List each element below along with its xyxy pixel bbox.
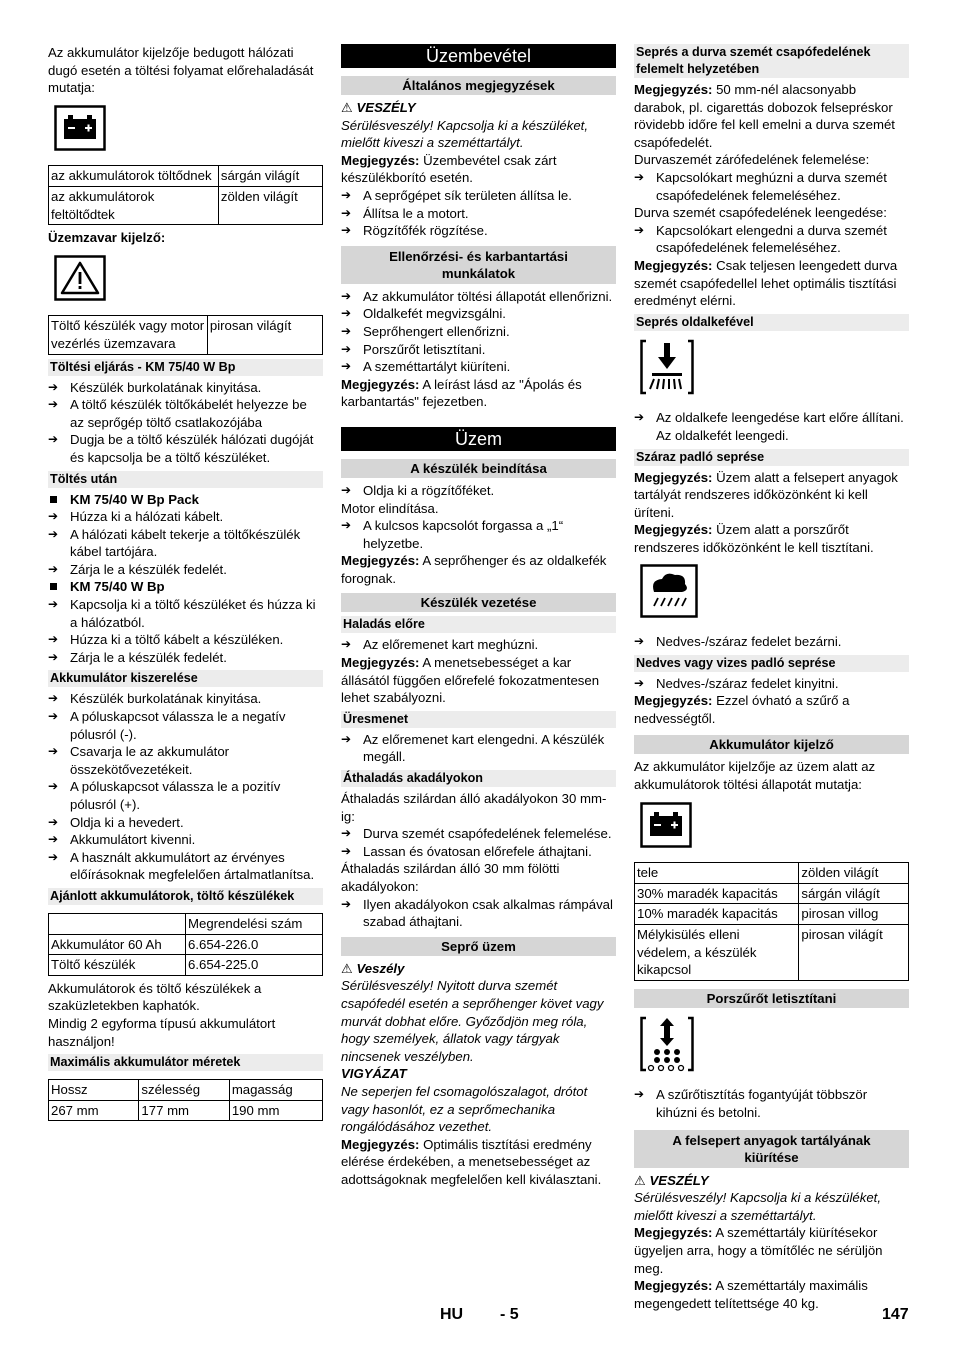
operation-section-title: Üzem [341, 427, 616, 451]
list-item: ➔ Készülék burkolatának kinyitása. [48, 379, 323, 397]
obstacles-heading: Áthaladás akadályokon [341, 770, 616, 787]
footer-local-page: - 5 [500, 1306, 519, 1323]
note: Megjegyzés: Üzem alatt a porszűrőt rendszeres időközönként le kell tisztítani. [634, 522, 874, 555]
table-row: 30% maradék kapacitás sárgán világít [635, 883, 909, 904]
charge-table [48, 165, 323, 225]
max-dimensions-table [48, 1079, 323, 1121]
caution-text: Ne seperjen fel csomagolószalagot, drótot vagy hasonlót, ez a seprőmechanika rongálódásához vezethet. [341, 1083, 588, 1135]
list-item: ➔ Kapcsolókart elengedni a durva szemét csapófedelének felemeléséhez. [634, 222, 909, 257]
model-label: KM 75/40 W Bp [48, 578, 323, 596]
forward-heading: Haladás előre [341, 616, 616, 633]
list-item: ➔ A kulcsos kapcsolót forgassa a „1“ helyzetbe. [341, 517, 616, 552]
startup-section-title: Üzembevétel [341, 44, 616, 68]
danger-text: Sérülésveszély! Kapcsolja ki a készüléket, mielőtt kiveszi a szeméttartályt. [341, 117, 589, 151]
note: Megjegyzés: A szeméttartály kiürítésekor ügyeljen arra, hogy a tömítőléc ne sérüljön meg. [634, 1225, 883, 1276]
list-item: ➔ A szűrőtisztítás fogantyúját többször kihúzni és betolni. [634, 1086, 909, 1121]
fault-label: Üzemzavar kijelző: [48, 230, 166, 246]
check-maintenance-heading: Ellenőrzési- és karbantartási munkálatok [341, 246, 616, 284]
list-item: ➔ A póluskapcsot válassza le a negatív pólusról (-). [48, 708, 323, 743]
list-item: ➔ Ilyen akadályokon csak alkalmas rámpával szabad áthajtani. [341, 896, 616, 931]
list-item: ➔ A szeméttartályt kiüríteni. [341, 358, 616, 376]
recommended-table [48, 913, 323, 976]
table-row: tele zölden világít [635, 863, 909, 884]
list-item: ➔ Lassan és óvatosan előrefele áthajtani. [341, 843, 616, 861]
list-item: ➔ Oldalkefét megvizsgálni. [341, 305, 616, 323]
note: Megjegyzés: Optimális tisztítási eredmény elérése érdekében, a menetsebességet az adottságoknak megfelelően kell kiválasztani. [341, 1136, 602, 1187]
list-item: ➔ Nedves-/száraz fedelet bezárni. [634, 633, 909, 651]
list-item: ➔ A hálózati kábelt tekerje a töltőkészülék kábel tartójára. [48, 526, 323, 561]
list-item: ➔ Az oldalkefe leengedése kart előre állítani. Az oldalkefét leengedi. [634, 409, 909, 444]
table-row: Megrendelési szám [49, 913, 323, 934]
table-row: az akkumulátorok töltődnek sárgán világít [49, 166, 323, 187]
battery-removal-heading: Akkumulátor kiszerelése [48, 670, 323, 687]
general-notes-heading: Általános megjegyzések [341, 76, 616, 95]
filter-clean-heading: Porszűrőt letisztítani [634, 989, 909, 1008]
danger-text: Sérülésveszély! Kapcsolja ki a készüléket, mielőtt kiveszi a szeméttartályt. [634, 1190, 882, 1223]
column-3 [634, 44, 909, 1312]
note: Megjegyzés: Üzembevétel csak zárt készülékborító esetén. [341, 152, 557, 186]
table-row: 10% maradék kapacitás pirosan villog [635, 904, 909, 925]
danger-icon: ⚠ [341, 960, 353, 976]
warning-icon [54, 255, 323, 306]
column-1 [48, 44, 323, 1125]
note: Megjegyzés: A szeméttartály maximális megengedett telítettsége 40 kg. [634, 1278, 868, 1311]
dry-floor-heading: Száraz padló seprése [634, 449, 909, 466]
sweep-mode-heading: Seprő üzem [341, 937, 616, 956]
side-brush-icon [640, 339, 909, 400]
obstacles-text: Áthaladás szilárdan álló 30 mm fölötti akadályokon: [341, 861, 560, 894]
battery-display-heading: Akkumulátor kijelző [634, 735, 909, 754]
danger-label: VESZÉLY [356, 100, 416, 115]
side-brush-heading: Seprés oldalkefével [634, 314, 909, 331]
caution-label: VIGYÁZAT [341, 1066, 407, 1082]
danger-label: Veszély [356, 960, 405, 976]
note: Megjegyzés: 50 mm-nél alacsonyabb darabok, pl. cigarettás dobozok felsepréskor rövidebb időre fel kell emelni a durva szemét csapófedelét. [634, 82, 895, 150]
list-item: ➔ Az előremenet kart meghúzni. [341, 636, 616, 654]
note: Megjegyzés: Üzem alatt a felsepert anyagok tartályát rendszeres időközönként ki kell üríteni. [634, 469, 898, 520]
list-item: ➔ Durva szemét csapófedelének felemelése. [341, 825, 616, 843]
list-item: ➔ Dugja be a töltő készülék hálózati dugóját és kapcsolja be a töltő készüléket. [48, 431, 323, 466]
battery-icon [54, 105, 323, 156]
battery-display-text: Az akkumulátor kijelzője az üzem alatt az akkumulátorok töltési állapotát mutatja: [634, 759, 876, 793]
max-dimensions-heading: Maximális akkumulátor méretek [48, 1054, 323, 1071]
fault-table [48, 315, 323, 354]
recommended-note: Mindig 2 egyforma típusú akkumulátort használjon! [48, 1015, 276, 1049]
danger-text: Sérülésveszély! Nyitott durva szemét csapófedél esetén a seprőhenger követ vagy murvát dobhat előre. Győződjön meg róla, hogy személyek, állatok vagy tárgyak nincsenek veszélyben. [341, 978, 604, 1064]
wet-floor-heading: Nedves vagy vizes padló seprése [634, 655, 909, 672]
battery-status-table [634, 862, 909, 981]
list-item: ➔ Az akkumulátor töltési állapotát ellenőrizni. [341, 288, 616, 306]
table-row: Hossz szélesség magasság [49, 1080, 323, 1101]
list-item: ➔ A töltő készülék töltőkábelét helyezze be az seprőgép töltő csatlakozójába [48, 396, 323, 431]
note: Megjegyzés: Ezzel óvható a szűrő a nedvességtől. [634, 693, 850, 726]
after-charging-heading: Töltés után [48, 471, 323, 488]
list-item: ➔ Állítsa le a motort. [341, 205, 616, 223]
wet-dry-cover-icon [640, 564, 909, 623]
flap-lower-label: Durva szemét csapófedelének leengedése: [634, 205, 887, 221]
list-item: ➔ Csavarja le az akkumulátor összekötővezetékeit. [48, 743, 323, 778]
list-item: ➔ Zárja le a készülék fedelét. [48, 649, 323, 667]
footer-language: HU [440, 1306, 464, 1323]
charging-procedure-heading: Töltési eljárás - KM 75/40 W Bp [48, 359, 323, 376]
note: Megjegyzés: A leírást lásd az "Ápolás és karbantartás" fejezetben. [341, 376, 582, 410]
list-item: ➔ Húzza ki a hálózati kábelt. [48, 508, 323, 526]
start-heading: A készülék beindítása [341, 459, 616, 478]
note: Megjegyzés: A menetsebességet a kar állásától függően előrefelé fokozatmentesen lehet szabályozni. [341, 655, 600, 706]
flap-raised-heading: Seprés a durva szemét csapófedelének felemelt helyzetében [634, 44, 909, 78]
list-item: ➔ Az előremenet kart elengedni. A készülék megáll. [341, 731, 616, 766]
motor-start-text: Motor elindítása. [341, 500, 439, 516]
danger-label: VESZÉLY [649, 1172, 709, 1188]
flap-raise-label: Durvaszemét zárófedelének felemelése: [634, 152, 870, 168]
battery-icon [640, 802, 909, 853]
list-item: ➔ Készülék burkolatának kinyitása. [48, 690, 323, 708]
model-label: KM 75/40 W Bp Pack [48, 491, 323, 509]
note: Megjegyzés: Csak teljesen leengedett durva szemét csapófedellel lehet optimális tisztítási eredményt elérni. [634, 257, 898, 309]
list-item: ➔ Kapcsolókart meghúzni a durva szemét csapófedelének felemeléséhez. [634, 169, 909, 204]
list-item: ➔ Zárja le a készülék fedelét. [48, 561, 323, 579]
table-row: Mélykisülés elleni védelem, a készülék kikapcsol pirosan világít [635, 925, 909, 981]
table-row: Akkumulátor 60 Ah 6.654-226.0 [49, 934, 323, 955]
list-item: ➔ Kapcsolja ki a töltő készüléket és húzza ki a hálózatból. [48, 596, 323, 631]
table-row: 267 mm 177 mm 190 mm [49, 1100, 323, 1121]
table-row: Töltő készülék 6.654-225.0 [49, 955, 323, 976]
idle-heading: Üresmenet [341, 711, 616, 728]
column-2 [341, 44, 616, 1189]
list-item: ➔ Rögzítőfék rögzítése. [341, 222, 616, 240]
list-item: ➔ A seprőgépet sík területen állítsa le. [341, 187, 616, 205]
list-item: ➔ Oldja ki a hevedert. [48, 814, 323, 832]
list-item: ➔ Húzza ki a töltő kábelt a készüléken. [48, 631, 323, 649]
recommended-note: Akkumulátorok és töltő készülékek a szaküzletekben kaphatók. [48, 980, 262, 1014]
charge-indicator-intro: Az akkumulátor kijelzője bedugott hálózati dugó esetén a töltési folyamat előrehaladását mutatja: [48, 45, 314, 96]
list-item: ➔ A használt akkumulátort az érvényes előírásoknak megfelelően ártalmatlanítsa. [48, 849, 323, 884]
recommended-heading: Ajánlott akkumulátorok, töltő készülékek [48, 888, 323, 905]
filter-clean-icon [640, 1016, 909, 1077]
note: Megjegyzés: A seprőhenger és az oldalkefék forognak. [341, 553, 607, 586]
obstacles-text: Áthaladás szilárdan álló akadályokon 30 mm-ig: [341, 791, 607, 824]
table-row: az akkumulátorok feltöltődtek zölden világít [49, 186, 323, 224]
list-item: ➔ Oldja ki a rögzítőféket. [341, 482, 616, 500]
list-item: ➔ Nedves-/száraz fedelet kinyitni. [634, 675, 909, 693]
list-item: ➔ Akkumulátort kivenni. [48, 831, 323, 849]
danger-icon: ⚠ [634, 1172, 646, 1188]
empty-container-heading: A felsepert anyagok tartályának kiürítése [634, 1130, 909, 1168]
table-row: Töltő készülék vagy motor vezérlés üzemzavara pirosan világít [49, 316, 323, 354]
driving-heading: Készülék vezetése [341, 593, 616, 612]
footer-page-number: 147 [882, 1306, 909, 1323]
list-item: ➔ Seprőhengert ellenőrizni. [341, 323, 616, 341]
list-item: ➔ Porszűrőt letisztítani. [341, 341, 616, 359]
list-item: ➔ A póluskapcsot válassza le a pozitív pólusról (+). [48, 778, 323, 813]
danger-icon: ⚠ [341, 100, 353, 115]
